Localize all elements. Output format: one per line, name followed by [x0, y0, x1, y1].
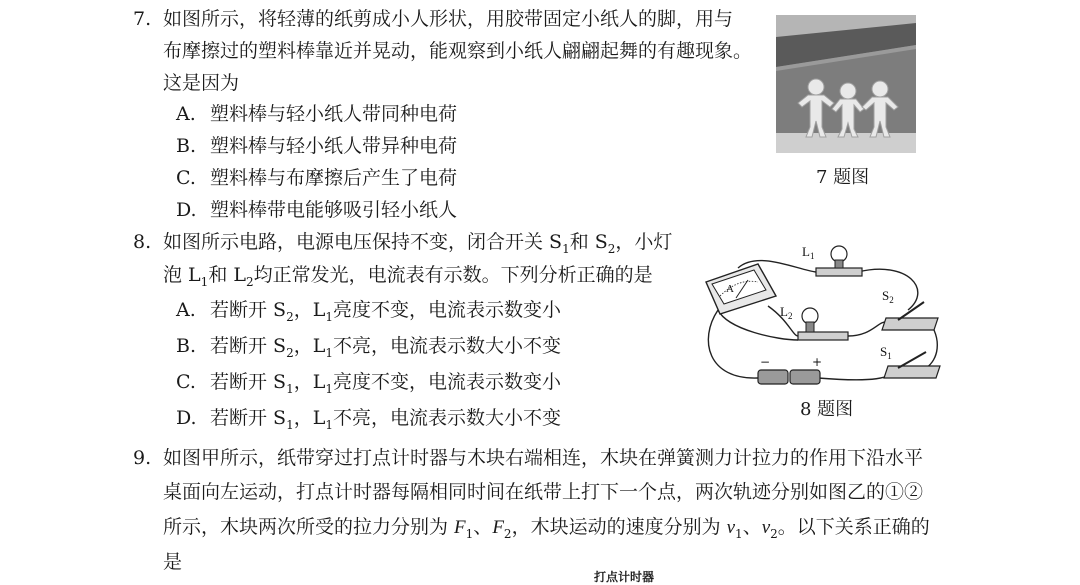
battery-plus: + — [812, 355, 823, 369]
battery-minus: − — [760, 355, 771, 369]
q7-figure-caption: 7 题图 — [816, 167, 870, 188]
wire-left — [708, 310, 758, 378]
ammeter-label: A — [726, 283, 734, 295]
lamp2-label: L — [780, 304, 788, 319]
switch1-sub: 1 — [887, 351, 892, 361]
q7-text-line2: 布摩擦过的塑料棒靠近并晃动，能观察到小纸人翩翩起舞的有趣现象。 — [163, 40, 753, 62]
q9-text-line1: 如图甲所示，纸带穿过打点计时器与木块右端相连，木块在弹簧测力计拉力的作用下沿水平 — [163, 447, 924, 469]
switch2-sub: 2 — [889, 295, 894, 305]
svg-text:S2 — [882, 288, 894, 305]
q8-option-b: B. 若断开 $S_2$，$L_1$不亮，电流表示数大小不变 — [176, 335, 561, 360]
q9-text-line3: 所示，木块两次所受的拉力分别为 $F_1$、$F_2$，木块运动的速度分别为 $v_1$、$v_2$。以下关系正确的 — [163, 516, 930, 541]
q9-text-line4: 是 — [163, 551, 183, 573]
q7-number: 7. — [133, 8, 152, 30]
q9-text-line2: 桌面向左运动，打点计时器每隔相同时间在纸带上打下一个点，两次轨迹分别如图乙的①② — [163, 481, 924, 503]
svg-text:S1 — [880, 344, 892, 361]
switch1-label: S — [880, 344, 888, 359]
lamp1-label: L — [802, 244, 810, 259]
battery — [758, 355, 822, 384]
svg-text:L2 — [780, 304, 792, 321]
q8-option-a: A. 若断开 $S_2$，$L_1$亮度不变，电流表示数变小 — [176, 299, 561, 324]
q8-circuit-diagram — [698, 240, 948, 390]
q9-number: 9. — [133, 447, 152, 469]
lamp1-sub: 1 — [809, 251, 815, 261]
q7-option-d: D. 塑料棒带电能够吸引轻小纸人 — [176, 199, 458, 221]
paper-dolls-illustration — [776, 15, 916, 153]
q8-option-d: D. 若断开 $S_1$，$L_1$不亮，电流表示数大小不变 — [176, 407, 561, 432]
switch2-label: S — [882, 288, 890, 303]
q8-figure-caption: 8 题图 — [800, 399, 854, 420]
q8-text-line1: 如图所示电路，电源电压保持不变，闭合开关 $S_1$和 $S_2$，小灯 — [163, 231, 673, 256]
switch-s1 — [880, 344, 940, 378]
lamp-l2 — [780, 304, 848, 340]
q7-option-b: B. 塑料棒与轻小纸人带异种电荷 — [176, 135, 458, 157]
q7-text-line3: 这是因为 — [163, 72, 240, 94]
q7-text-line1: 如图所示，将轻薄的纸剪成小人形状，用胶带固定小纸人的脚，用与 — [163, 8, 734, 30]
q8-text-line2: 泡 $L_1$和 $L_2$均正常发光，电流表有示数。下列分析正确的是 — [163, 264, 653, 289]
q9-figure-label-timer: 打点计时器 — [594, 570, 655, 584]
q7-option-a: A. 塑料棒与轻小纸人带同种电荷 — [176, 103, 458, 125]
q8-option-c: C. 若断开 $S_1$，$L_1$亮度不变，电流表示数变小 — [176, 371, 561, 396]
ammeter — [706, 264, 776, 314]
svg-text:L1 — [802, 244, 814, 261]
q7-photo-paper-dolls — [776, 15, 916, 153]
q8-number: 8. — [133, 231, 152, 253]
lamp2-sub: 2 — [787, 311, 793, 321]
q7-option-c: C. 塑料棒与布摩擦后产生了电荷 — [176, 167, 458, 189]
